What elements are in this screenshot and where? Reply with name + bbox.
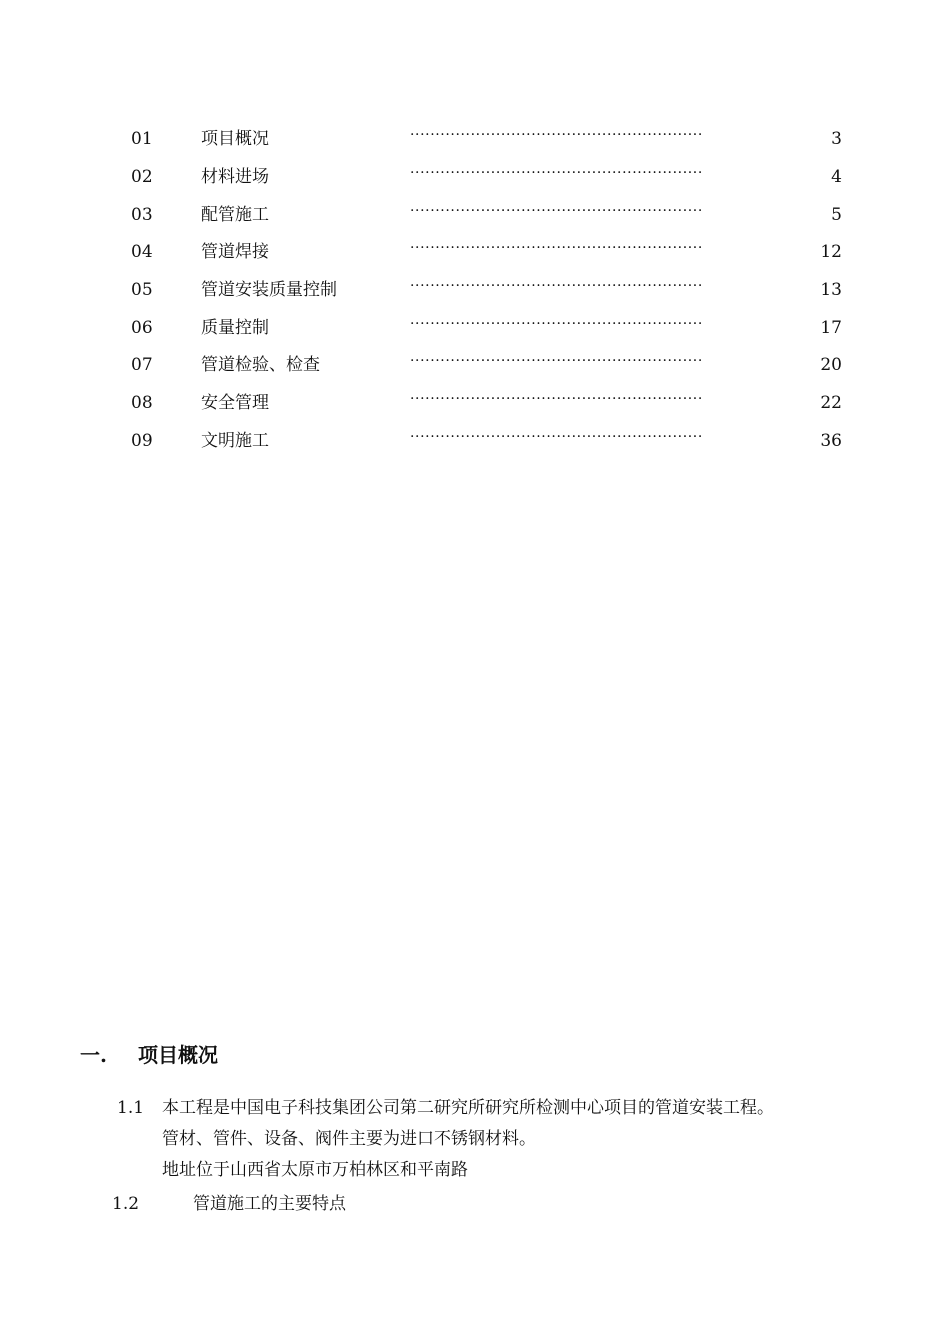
toc-row[interactable] [0,124,950,154]
toc-number: 03 [131,205,153,225]
toc-page-number: 13 [820,280,842,300]
toc-row[interactable] [0,275,950,305]
toc-row[interactable] [0,200,950,230]
toc-page-number: 22 [820,393,842,413]
toc-page-number: 20 [820,355,842,375]
toc-page-number: 4 [831,167,842,187]
toc-row[interactable] [0,162,950,192]
toc-leader-dots: ·························································· [410,127,703,143]
toc-number: 02 [131,167,153,187]
toc-title: 文明施工 [201,431,269,451]
toc-title: 质量控制 [201,318,269,338]
toc-number: 05 [131,280,153,300]
toc-leader-dots: ·························································· [410,353,703,369]
toc-title: 安全管理 [201,393,269,413]
toc-number: 04 [131,242,153,262]
paragraph-line: 地址位于山西省太原市万柏林区和平南路 [162,1160,468,1180]
toc-leader-dots: ·························································· [410,240,703,256]
toc-title: 配管施工 [201,205,269,225]
toc-title: 管道检验、检查 [201,355,320,375]
toc-row[interactable] [0,313,950,343]
toc-row[interactable] [0,350,950,380]
paragraph-line: 本工程是中国电子科技集团公司第二研究所研究所检测中心项目的管道安装工程。 [162,1098,774,1118]
toc-page-number: 17 [820,318,842,338]
toc-number: 06 [131,318,153,338]
toc-page-number: 36 [820,431,842,451]
toc-title: 管道安装质量控制 [201,280,337,300]
paragraph-line: 管道施工的主要特点 [193,1194,346,1214]
toc-number: 08 [131,393,153,413]
paragraph-line: 管材、管件、设备、阀件主要为进口不锈钢材料。 [162,1129,536,1149]
toc-number: 09 [131,431,153,451]
toc-leader-dots: ·························································· [410,316,703,332]
toc-title: 管道焊接 [201,242,269,262]
toc-page-number: 12 [820,242,842,262]
section-heading [80,1040,218,1070]
toc-row[interactable] [0,426,950,456]
toc-leader-dots: ·························································· [410,203,703,219]
paragraph-1-1 [0,1095,950,1185]
toc-page-number: 3 [831,129,842,149]
paragraph-1-2 [0,1191,950,1221]
toc-leader-dots: ·························································· [410,429,703,445]
toc-row[interactable] [0,237,950,267]
toc-leader-dots: ·························································· [410,278,703,294]
toc-title: 项目概况 [201,129,269,149]
section-number: 一. [80,1043,107,1067]
toc-number: 07 [131,355,153,375]
toc-leader-dots: ·························································· [410,165,703,181]
toc-page-number: 5 [831,205,842,225]
paragraph-number: 1.2 [112,1194,140,1214]
toc-title: 材料进场 [201,167,269,187]
section-title: 项目概况 [138,1043,218,1067]
paragraph-number: 1.1 [117,1098,145,1118]
toc-number: 01 [131,129,153,149]
toc-leader-dots: ·························································· [410,391,703,407]
toc-row[interactable] [0,388,950,418]
